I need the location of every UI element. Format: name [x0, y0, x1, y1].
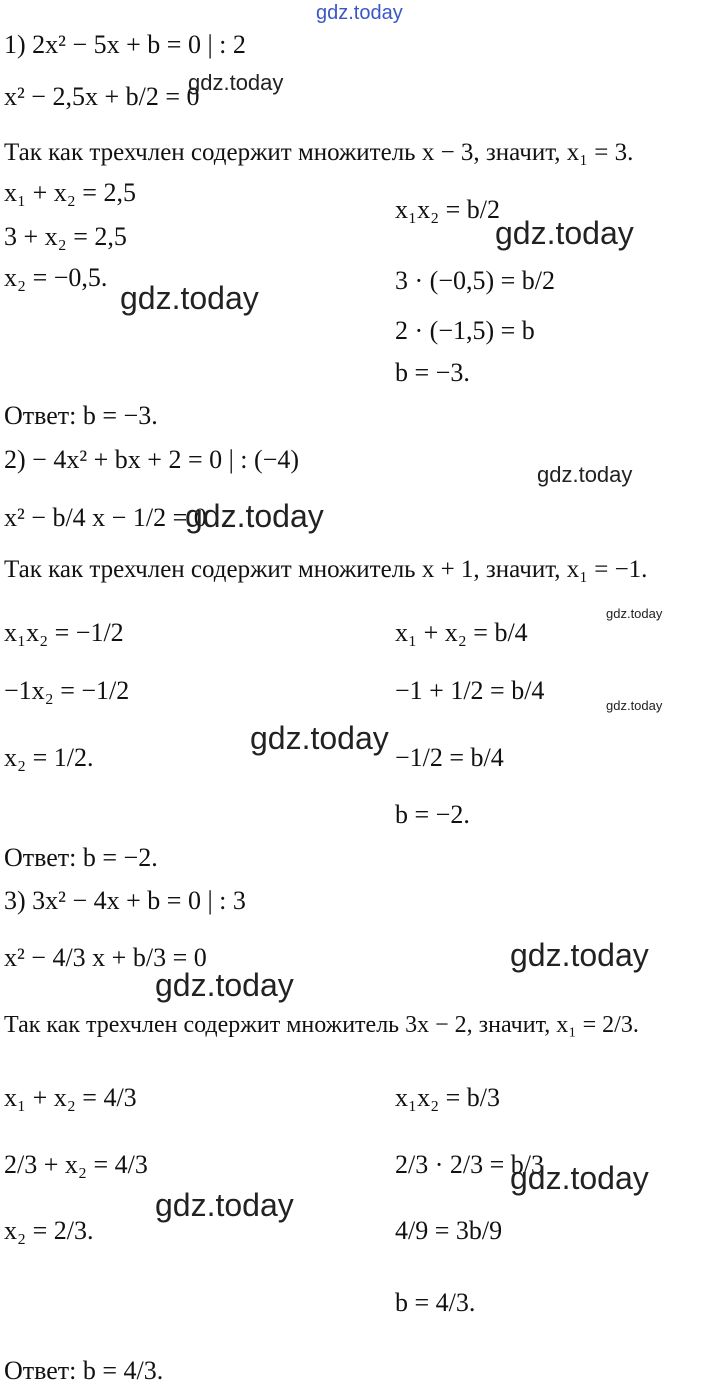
watermark: gdz.today	[606, 698, 663, 713]
task-2-divided: x² − b/4 x − 1/2 = 0	[4, 503, 207, 532]
task-2-equation: 2) − 4x² + bx + 2 = 0 | : (−4)	[4, 445, 300, 474]
watermark: gdz.today	[250, 720, 389, 756]
task-3-answer: Ответ: b = 4/3.	[4, 1356, 164, 1385]
watermark: gdz.today	[495, 215, 634, 251]
task-3-statement: Так как трехчлен содержит множитель 3x − 2, значит, x₁ = 2/3.	[4, 1012, 639, 1038]
task-2-sum-sub: −1 + 1/2 = b/4	[395, 676, 545, 705]
task-2-answer: Ответ: b = −2.	[4, 843, 158, 872]
task-1-x2: x₂ = −0,5.	[4, 263, 108, 292]
task-1-b: b = −3.	[395, 358, 470, 387]
task-3-sum-sub: 2/3 + x₂ = 4/3	[4, 1150, 148, 1179]
task-2-statement: Так как трехчлен содержит множитель x + 1, значит, x₁ = −1.	[4, 556, 648, 583]
task-2-product: x₁x₂ = −1/2	[4, 618, 124, 647]
watermark: gdz.today	[155, 1187, 294, 1223]
watermark: gdz.today	[606, 606, 663, 621]
task-3-product-simplified: 4/9 = 3b/9	[395, 1216, 503, 1245]
watermark: gdz.today	[510, 1160, 649, 1196]
task-1-equation: 1) 2x² − 5x + b = 0 | : 2	[4, 30, 246, 59]
task-1-product-sub: 3 · (−0,5) = b/2	[395, 266, 556, 295]
task-3-sum: x₁ + x₂ = 4/3	[4, 1083, 137, 1112]
task-3-divided: x² − 4/3 x + b/3 = 0	[4, 943, 207, 972]
task-1-product: x₁x₂ = b/2	[395, 195, 501, 224]
task-3-x2: x₂ = 2/3.	[4, 1216, 94, 1245]
watermark: gdz.today	[120, 280, 259, 316]
task-1-sum-sub: 3 + x₂ = 2,5	[4, 222, 127, 251]
task-2-sum-simplified: −1/2 = b/4	[395, 743, 504, 772]
task-1-divided: x² − 2,5x + b/2 = 0	[4, 82, 200, 111]
watermark: gdz.today	[155, 967, 294, 1003]
task-1-answer: Ответ: b = −3.	[4, 401, 158, 430]
task-3-product: x₁x₂ = b/3	[395, 1083, 501, 1112]
task-3-product-sub: 2/3 · 2/3 = b/3	[395, 1150, 544, 1179]
watermark-top: gdz.today	[316, 2, 403, 24]
watermark: gdz.today	[537, 462, 633, 487]
task-1-statement: Так как трехчлен содержит множитель x − 3, значит, x₁ = 3.	[4, 139, 634, 166]
task-1-product-mul: 2 · (−1,5) = b	[395, 316, 535, 345]
watermark: gdz.today	[510, 937, 649, 973]
task-2-product-sub: −1x₂ = −1/2	[4, 676, 130, 705]
task-3-equation: 3) 3x² − 4x + b = 0 | : 3	[4, 886, 246, 915]
watermark: gdz.today	[188, 70, 284, 95]
task-3-b: b = 4/3.	[395, 1288, 476, 1317]
task-1-sum: x₁ + x₂ = 2,5	[4, 178, 136, 207]
watermark: gdz.today	[185, 498, 324, 534]
task-2-x2: x₂ = 1/2.	[4, 743, 94, 772]
task-2-sum: x₁ + x₂ = b/4	[395, 618, 528, 647]
task-2-b: b = −2.	[395, 800, 470, 829]
